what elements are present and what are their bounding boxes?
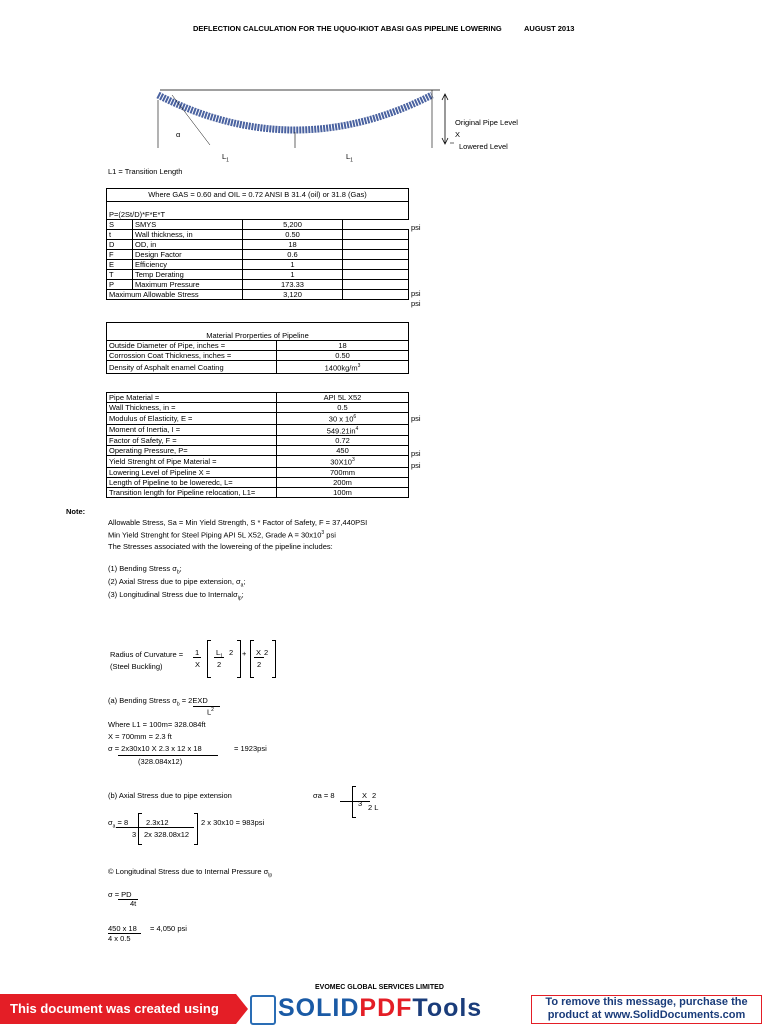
table-row: Yield Strenght of Pipe Material = $30X10^3$ — [107, 456, 409, 468]
original-level-label: Original Pipe Level — [455, 118, 518, 127]
bending-title: (a) Bending Stress $\sigma_b = 2EXD$ — [108, 696, 208, 708]
fraction-bar — [193, 657, 201, 658]
stress-item-1: (1) Bending Stress $\sigma_b$; — [108, 564, 182, 576]
material-properties-table — [106, 322, 409, 374]
axial-calc-num: 2.3x12 — [146, 818, 169, 827]
table-row: Moment of Inertia, I = $549.21in^4$ — [107, 424, 409, 436]
stress-item-2: (2) Axial Stress due to pipe extension, $\sigma_a$; — [108, 577, 246, 589]
purchase-link[interactable] — [531, 995, 762, 1024]
axial-calc-lhs: $\sigma_a = 8$ — [108, 818, 129, 830]
bracket-left — [138, 813, 142, 845]
table-row: Wall Thickness, in = 0.5 — [107, 403, 409, 413]
pipe-deflection-diagram — [150, 80, 460, 170]
bracket-right — [237, 640, 241, 678]
lowered-level-label: Lowered Level — [459, 142, 508, 151]
design-pressure-table — [106, 188, 409, 300]
plus-sign: + — [242, 649, 247, 658]
x-label: X — [455, 130, 461, 139]
axial-x: X — [362, 791, 368, 800]
document-logo-icon — [250, 995, 276, 1025]
bracket-left — [207, 640, 211, 678]
table-row: Maximum Allowable Stress 3,120 — [107, 290, 409, 300]
longitudinal-title: © Longitudinal Stress due to Internal Pressure $\sigma_{lp}$ — [108, 867, 273, 879]
axial-title: (b) Axial Stress due to pipe extension — [108, 791, 232, 800]
unit-psi: psi — [411, 449, 421, 458]
axial-2l: 2 L — [368, 803, 379, 812]
fraction-bar — [254, 657, 264, 658]
fraction-bar — [340, 801, 370, 802]
radius-label: Radius of Curvature = — [110, 650, 184, 659]
radius-exp: 2 — [264, 648, 269, 657]
axial-formula-lhs: σa = 8 — [313, 791, 335, 800]
fraction-bar — [142, 827, 194, 828]
table-row: T Temp Derating 1 — [107, 270, 409, 280]
radius-exp: 2 — [229, 648, 234, 657]
table2-header: Material Prorperties of Pipeline — [107, 331, 409, 341]
bending-x: X = 700mm = 2.3 ft — [108, 732, 172, 741]
axial-calc-three: 3 — [132, 830, 137, 839]
table-row: Operating Pressure, P= 450 — [107, 446, 409, 456]
banner-arrow-icon — [236, 994, 248, 1024]
longitudinal-den: 4t — [130, 899, 137, 908]
radius-two: 2 — [257, 660, 262, 669]
bending-where: Where L1 = 100m= 328.084ft — [108, 720, 206, 729]
bracket-left — [250, 640, 254, 678]
fraction-bar — [214, 657, 224, 658]
table-row: P Maximum Pressure 173.33 — [107, 280, 409, 290]
bending-denominator-2: (328.084x12) — [138, 757, 183, 766]
radius-numerator: 1 — [195, 648, 200, 657]
fraction-bar — [118, 755, 218, 756]
axial-result: 2 x 30x10 = 983psi — [201, 818, 265, 827]
axial-exp: 2 — [372, 791, 377, 800]
radius-two: 2 — [217, 660, 222, 669]
table-row: Modulus of Elasticity, E = 30 x $10^6$ — [107, 413, 409, 425]
table-row: Density of Asphalt enamel Coating $1400kg/m^3$ — [107, 361, 409, 374]
axial-calc-den: 2x 328.08x12 — [144, 830, 190, 839]
table-row: F Design Factor 0.6 — [107, 250, 409, 260]
unit-psi: psi — [411, 223, 421, 232]
angle-label: α — [176, 130, 181, 139]
purchase-line-2: product at www.SolidDocuments.com — [547, 1009, 746, 1021]
table-row: Pipe Material = API 5L X52 — [107, 393, 409, 403]
solidpdftools-logo[interactable]: SOLIDPDFTools — [278, 994, 483, 1022]
unit-psi: psi — [411, 414, 421, 423]
note-line-1: Allowable Stress, Sa = Min Yield Strength, S * Factor of Safety, F = 37,440PSI — [108, 518, 368, 527]
radius-denominator: X — [195, 660, 201, 669]
bracket-right — [272, 640, 276, 678]
unit-psi: psi — [411, 299, 421, 308]
table-row: Lowering Level of Pipeline X = 700mm — [107, 467, 409, 477]
bracket-right — [194, 813, 198, 845]
unit-psi: psi — [411, 289, 421, 298]
bending-result: = 1923psi — [234, 744, 267, 753]
radius-l1: $L_1$ — [216, 648, 223, 660]
table-row: Outside Diameter of Pipe, inches = 18 — [107, 341, 409, 351]
longitudinal-den2: 4 x 0.5 — [108, 934, 131, 943]
table-row: E Efficiency 1 — [107, 260, 409, 270]
document-date: AUGUST 2013 — [524, 24, 575, 33]
purchase-line-1: To remove this message, purchase the — [545, 996, 748, 1008]
note-label: Note: — [66, 507, 86, 516]
l1-right-label: $L_1$ — [346, 152, 353, 164]
banner-left: This document was created using — [0, 994, 236, 1024]
radius-x: X — [256, 648, 262, 657]
table-row: Factor of Safety, F = 0.72 — [107, 436, 409, 446]
table1-formula: P=(2St/D)*F*E*T — [107, 210, 409, 220]
table1-header: Where GAS = 0.60 and OIL = 0.72 ANSI B 31.4 (oil) or 31.8 (Gas) — [107, 189, 409, 202]
note-line-3: The Stresses associated with the lowereing of the pipeline includes: — [108, 542, 333, 551]
steel-buckling-label: (Steel Buckling) — [110, 662, 163, 671]
axial-three: 3 — [358, 799, 363, 808]
table-row: S SMYS 5,200 — [107, 220, 409, 230]
bending-denominator: $L^2$ — [207, 707, 214, 717]
transition-length-note: L1 = Transition Length — [108, 167, 183, 176]
note-line-2: Min Yield Strenght for Steel Piping API 5L X52, Grade $A = 30x10^3$ psi — [108, 530, 336, 540]
table-row: Corrossion Coat Thickness, inches = 0.50 — [107, 351, 409, 361]
longitudinal-result: = 4,050 psi — [150, 924, 187, 933]
table-row: t Wall thickness, in 0.50 — [107, 230, 409, 240]
stress-item-3: (3) Longitudinal Stress due to Internalσ$_{lp}$; — [108, 590, 244, 602]
bracket-left — [352, 786, 356, 818]
table-row: Transition length for Pipeline relocation, L1= 100m — [107, 487, 409, 497]
unit-psi: psi — [411, 461, 421, 470]
pipe-parameters-table — [106, 392, 409, 498]
longitudinal-eq: σ = PD — [108, 890, 132, 899]
l1-left-label: $L_1$ — [222, 152, 229, 164]
table-row: Length of Pipeline to be loweredc, L= 200m — [107, 477, 409, 487]
document-title: DEFLECTION CALCULATION FOR THE UQUO-IKIOT ABASI GAS PIPELINE LOWERING — [193, 24, 502, 33]
lowered-pipe — [158, 95, 432, 130]
bending-calc: σ = 2x30x10 X 2.3 x 12 x 18 — [108, 744, 202, 753]
company-name: EVOMEC GLOBAL SERVICES LIMITED — [315, 984, 444, 991]
table-row: D OD, in 18 — [107, 240, 409, 250]
longitudinal-num2: 450 x 18 — [108, 924, 137, 933]
